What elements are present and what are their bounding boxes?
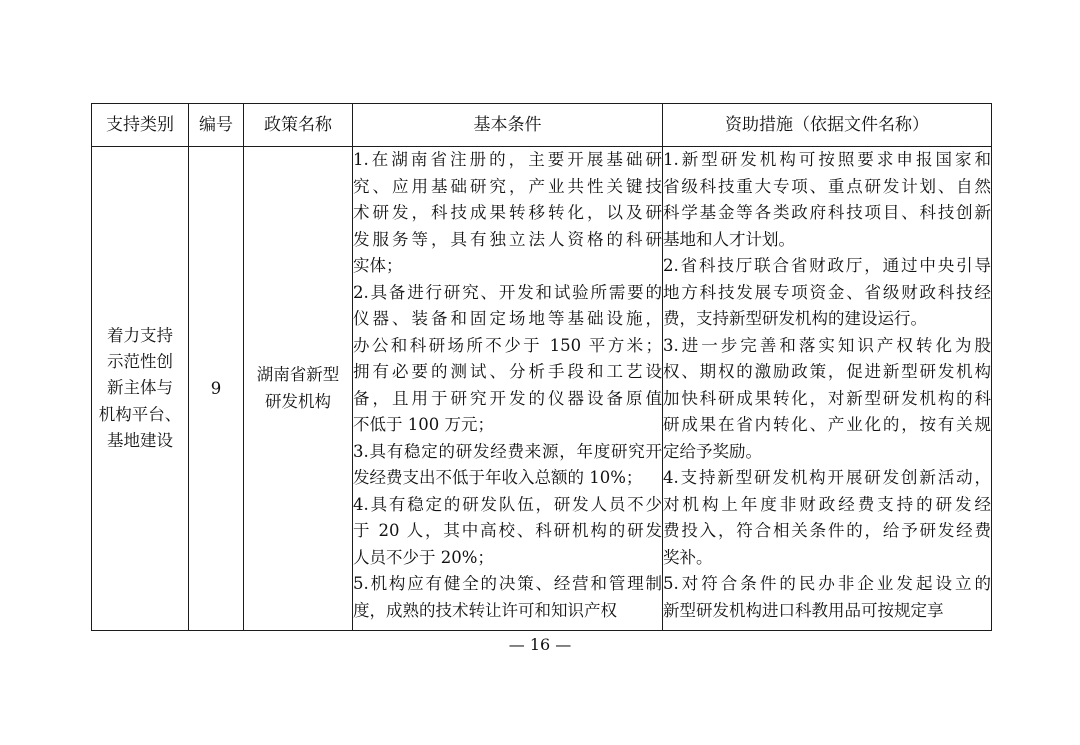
policy-name-text <box>244 362 352 415</box>
category-line: 机构平台、 <box>98 404 182 424</box>
header-policy-name: 政策名称 <box>244 104 353 147</box>
condition-line: 实体； <box>353 256 403 276</box>
policy-name-line: 湖南省新型 <box>256 365 340 385</box>
policy-name-cell <box>244 147 353 631</box>
conditions-text <box>353 147 662 624</box>
page-number: — 16 — <box>508 635 572 654</box>
policy-table <box>91 103 992 631</box>
policy-name-line: 研发机构 <box>265 391 331 411</box>
condition-line: 2.具备进行研究、开发和试验所需要的 <box>353 282 662 302</box>
measure-line: 4.支持新型研发机构开展研发创新活动， <box>663 468 991 488</box>
header-basic-conditions: 基本条件 <box>353 104 663 147</box>
table-row <box>92 147 992 631</box>
measure-line: 省级科技重大专项、重点研发计划、自然 <box>663 176 991 196</box>
category-text <box>92 323 188 454</box>
category-line: 基地建设 <box>107 430 173 450</box>
condition-line: 发服务等，具有独立法人资格的科研 <box>353 229 662 249</box>
category-line: 示范性创 <box>107 352 173 372</box>
measures-text <box>663 147 991 624</box>
condition-line: 术研发，科技成果转移转化，以及研 <box>353 203 662 223</box>
measure-line: 科学基金等各类政府科技项目、科技创新 <box>663 203 991 223</box>
condition-line: 拥有必要的测试、分析手段和工艺设 <box>353 362 662 382</box>
table-header-row <box>92 104 992 147</box>
measure-line: 3.进一步完善和落实知识产权转化为股 <box>663 335 991 355</box>
measure-line: 奖补。 <box>663 547 713 567</box>
category-line: 着力支持 <box>107 325 173 345</box>
condition-line: 办公和科研场所不少于 150 平方米； <box>353 335 662 355</box>
condition-line: 3.具有稳定的研发经费来源，年度研究开 <box>353 441 662 461</box>
number-cell: 9 <box>189 147 244 631</box>
measure-line: 对机构上年度非财政经费支持的研发经 <box>663 494 991 514</box>
measure-line: 加快科研成果转化，对新型研发机构的科 <box>663 388 991 408</box>
measure-line: 地方科技发展专项资金、省级财政科技经 <box>663 282 991 302</box>
measure-line: 2.省科技厅联合省财政厅，通过中央引导 <box>663 256 991 276</box>
condition-line: 人员不少于 20%； <box>353 547 494 567</box>
measure-line: 基地和人才计划。 <box>663 229 795 249</box>
header-funding-measures: 资助措施（依据文件名称） <box>663 104 992 147</box>
measure-line: 研成果在省内转化、产业化的，按有关规 <box>663 415 991 435</box>
condition-line: 1.在湖南省注册的，主要开展基础研 <box>353 150 662 169</box>
measure-line: 权、期权的激励政策，促进新型研发机构 <box>663 362 991 382</box>
measure-line: 费投入，符合相关条件的，给予研发经费 <box>663 521 991 541</box>
conditions-cell <box>353 147 663 631</box>
measure-line: 1.新型研发机构可按照要求申报国家和 <box>663 150 991 169</box>
category-line: 新主体与 <box>107 378 173 398</box>
measures-cell <box>663 147 992 631</box>
measure-line: 费，支持新型研发机构的建设运行。 <box>663 309 927 329</box>
header-support-category: 支持类别 <box>92 104 189 147</box>
category-cell <box>92 147 189 631</box>
condition-line: 于 20 人，其中高校、科研机构的研发 <box>353 521 662 541</box>
measure-line: 新型研发机构进口科教用品可按规定享 <box>663 600 944 620</box>
measure-line: 5.对符合条件的民办非企业发起设立的 <box>663 574 991 594</box>
condition-line: 5.机构应有健全的决策、经营和管理制 <box>353 574 662 594</box>
condition-line: 度，成熟的技术转让许可和知识产权 <box>353 600 617 620</box>
measure-line: 定给予奖励。 <box>663 441 762 461</box>
condition-line: 仪器、装备和固定场地等基础设施， <box>353 309 662 329</box>
condition-line: 备，且用于研究开发的仪器设备原值 <box>353 388 662 408</box>
condition-line: 发经费支出不低于年收入总额的 10%； <box>353 468 643 488</box>
condition-line: 4.具有稳定的研发队伍，研发人员不少 <box>353 494 662 514</box>
condition-line: 不低于 100 万元； <box>353 415 494 435</box>
header-number: 编号 <box>189 104 244 147</box>
condition-line: 究、应用基础研究，产业共性关键技 <box>353 176 662 196</box>
